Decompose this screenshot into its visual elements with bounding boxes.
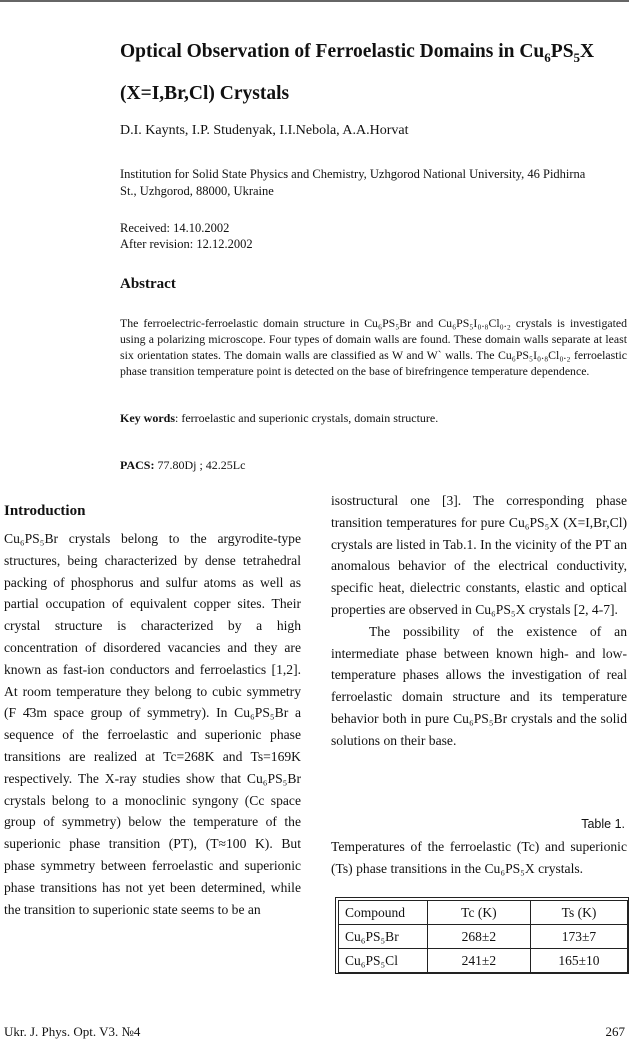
pacs-codes: 77.80Dj ; 42.25Lc xyxy=(154,458,246,472)
revision-date: After revision: 12.12.2002 xyxy=(120,237,253,251)
abstract-heading: Abstract xyxy=(120,276,176,292)
pacs-label: PACS: xyxy=(120,458,155,472)
left-column xyxy=(4,528,301,920)
table-cell: Cu₆PS₅Cl xyxy=(339,949,428,973)
table-cell: 241±2 xyxy=(427,949,530,973)
pacs xyxy=(120,458,245,473)
introduction-heading: Introduction xyxy=(4,503,86,519)
title-line-2: (X=I,Br,Cl) Crystals xyxy=(120,82,290,104)
table-header-cell: Compound xyxy=(339,901,428,925)
affiliation: Institution for Solid State Physics and Chemistry, Uzhgorod National University, 46 Pidhirna St., Uzhgorod, 88000, Ukraine xyxy=(120,167,586,198)
abstract-text: The ferroelectric-ferroelastic domain structure in Cu₆PS₅Br and Cu₆PS₅I₀.₈Cl₀.₂ crystals is investigated using a polarizing microscope. Four types of domain walls are found. These domain walls separate at least six orientation states. The domain walls are classified as W and W` walls. The Cu₆PS₅I₀.₈Cl₀.₂ ferroelastic phase transition temperature point is detected on the base of birefringence temperature dependence. xyxy=(120,316,627,378)
table-cell: 173±7 xyxy=(530,925,627,949)
table-cell: 268±2 xyxy=(427,925,530,949)
table-header-cell: Tc (K) xyxy=(427,901,530,925)
table-header-cell: Ts (K) xyxy=(530,901,627,925)
keywords-label: Key words xyxy=(120,411,175,425)
phase-transition-table xyxy=(338,900,628,973)
authors: D.I. Kaynts, I.P. Studenyak, I.I.Nebola, A.A.Horvat xyxy=(120,123,409,138)
keywords xyxy=(120,411,438,426)
journal-footer: Ukr. J. Phys. Opt. V3. №4 xyxy=(4,1024,141,1039)
received-date: Received: 14.10.2002 xyxy=(120,221,230,235)
table-caption: Temperatures of the ferroelastic (Tc) and superionic (Ts) phase transitions in the Cu₆PS₅X crystals. xyxy=(331,839,627,876)
table-header-row xyxy=(339,901,628,925)
paper-title xyxy=(120,34,620,112)
intro-paragraph-right-2: The possibility of the existence of an intermediate phase between known high- and low-temperature phases allows the investigation of real ferroelastic domain structure and its temperature behavior both in pure Cu₆PS₅Br crystals and the solid solutions on their base. xyxy=(331,623,627,748)
dates xyxy=(120,220,253,252)
top-rule xyxy=(0,0,629,2)
table-label: Table 1. xyxy=(581,817,625,831)
keywords-text: : ferroelastic and superionic crystals, domain structure. xyxy=(175,411,439,425)
table-cell: Cu₆PS₅Br xyxy=(339,925,428,949)
table-cell: 165±10 xyxy=(530,949,627,973)
table-row xyxy=(339,949,628,973)
right-column xyxy=(331,490,627,752)
intro-paragraph-left: Cu₆PS₅Br crystals belong to the argyrodite-type structures, being characterized by dense tetrahedral packing of phosphorus and sulfur atoms as well as partial occupation of equivalent copper sites. Their crystal structure is characterized by a high concentration of disordered vacancies and they are known as fast-ion conductors and ferroelastics [1,2]. At room temperature they belong to cubic symmetry (F 4̄3m space group of symmetry). In Cu₆PS₅Br a sequence of the ferroelastic and superionic phase transitions are realized at Tc=268K and Ts=169K respectively. The X-ray studies show that Cu₆PS₅Br crystals belong to a monoclinic syngony (Cc space group of symmetry) below the temperature of the superionic phase transition (PT), (T≈100 K). But phase symmetry between ferroelastic and superionic phase transitions has not yet been determined, while the transition to superionic state seems to be an xyxy=(4,531,301,917)
title-line-1: Optical Observation of Ferroelastic Domains in $Cu_6PS_5X$ xyxy=(120,41,595,65)
page-number: 267 xyxy=(605,1024,625,1039)
intro-paragraph-right-1: isostructural one [3]. The corresponding phase transition temperatures for pure Cu₆PS₅X (X=I,Br,Cl) crystals are listed in Tab.1. In the vicinity of the PT an anomalous behavior of the electrical conductivity, specific heat, dielectric constants, elastic and optical properties are observed in Cu₆PS₅X crystals [2, 4-7]. xyxy=(331,493,627,617)
table-row xyxy=(339,925,628,949)
